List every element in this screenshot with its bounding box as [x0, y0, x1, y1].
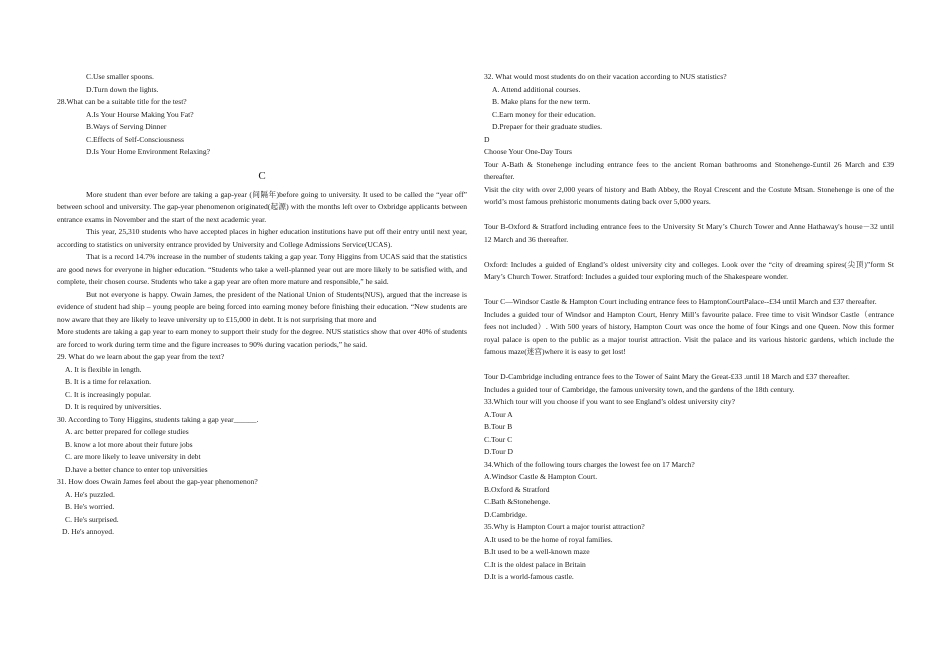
passage-c-paragraph-2: This year, 25,310 students who have accepted places in higher education institutions have put off their entry until next year, according to statistics on university entrance provided by University and College Admissions Service(UCAS). — [57, 227, 467, 249]
tour-b-title: Tour B-Oxford & Stratford including entrance fees to the University St Mary’s Church Tower and Anne Hathaway's house－32 until 12 March and 36 thereafter. — [484, 222, 894, 244]
q35-option-c: C.It is the oldest palace in Britain — [484, 559, 586, 569]
section-letter-c: C — [258, 169, 266, 182]
q32-option-c: C.Earn money for their education. — [492, 109, 596, 119]
q35-option-d: D.It is a world-famous castle. — [484, 572, 574, 581]
right-column — [484, 71, 894, 584]
q30-stem: 30. According to Tony Higgins, students taking a gap year______. — [57, 414, 259, 424]
passage-c-paragraph-1: More student than ever before are taking a gap-year (间隔年)before going to university. It used to be called the “year off” between school and university. The gap-year phenomenon originated(起源) with the months left over to Oxbridge applicants between entrance exams in November and the start of the next academic year. — [57, 189, 467, 224]
q30-option-a: A. arc better prepared for college studies — [65, 427, 189, 436]
tour-a-description: Visit the city with over 2,000 years of history and Bath Abbey, the Royal Crescent and the Costute Mtsan. Stonehenge is one of the world’s most famous prehistoric monuments dating back over 5,000 years. — [484, 184, 894, 206]
spacer — [484, 246, 894, 259]
tour-d-title: Tour D-Cambridge including entrance fees to the Tower of Saint Mary the Great-£33 .until 18 March and £37 thereafter. — [484, 372, 850, 381]
q35-stem: 35.Why is Hampton Court a major tourist attraction? — [484, 522, 645, 531]
q34-option-a: A.Windsor Castle & Hampton Court. — [484, 472, 598, 481]
q27-option-c: C.Use smaller spoons. — [86, 72, 154, 81]
q31-stem: 31. How does Owain James feel about the gap-year phenomenon? — [57, 477, 258, 486]
q29-option-d: D. It is required by universities. — [65, 402, 162, 411]
passage-c-paragraph-3: That is a record 14.7% increase in the number of students taking a gap year. Tony Higgins from UCAS said that the statistics are good news for everyone in higher education. “Students who take a well-planned year out are more likely to be satisfied with, and complete, their chosen course. Students who take a gap year are often more mature and responsible,” he said. — [57, 252, 467, 286]
q28-option-d: D.Is Your Home Environment Relaxing? — [86, 147, 211, 156]
spacer — [484, 284, 894, 297]
q28-option-a: A.Is Your Hourse Making You Fat? — [86, 109, 194, 119]
tour-c-title: Tour C—Windsor Castle & Hampton Court including entrance fees to HamptonCourtPalace--£34 until March and £37 thereafter. — [484, 297, 877, 306]
q30-option-b: B. know a lot more about their future jobs — [65, 439, 193, 449]
q35-option-a: A.It used to be the home of royal families. — [484, 534, 613, 544]
q33-option-b: B.Tour B — [484, 422, 513, 431]
q32-option-d: D.Prepaer for their graduate studies. — [492, 122, 603, 131]
q34-option-c: C.Bath &Stonehenge. — [484, 497, 551, 506]
q28-option-b: B.Ways of Serving Dinner — [86, 122, 167, 131]
tour-d-description: Includes a guided tour of Cambridge, the famous university town, and the gardens of the 18th century. — [484, 384, 795, 394]
q29-option-a: A. It is flexible in length. — [65, 364, 142, 374]
q28-option-c: C.Effects of Self-Consciousness — [86, 134, 184, 144]
q27-option-d: D.Turn down the lights. — [86, 84, 159, 94]
q33-option-d: D.Tour D — [484, 447, 513, 456]
q31-option-d: D. He's annoyed. — [62, 527, 114, 536]
q33-stem: 33.Which tour will you choose if you want to see England’s oldest university city? — [484, 397, 735, 406]
tour-a-title: Tour A-Bath & Stonehenge including entrance fees to the ancient Roman bathrooms and Stonehenge-£until 26 March and £39 thereafter. — [484, 159, 894, 181]
q30-option-d: D.have a better chance to enter top universities — [65, 464, 208, 474]
q29-option-b: B. It is a time for relaxation. — [65, 377, 152, 386]
q32-option-b: B. Make plans for the new term. — [492, 97, 591, 106]
section-letter-d: D — [484, 134, 490, 144]
spacer — [484, 209, 894, 222]
q34-option-b: B.Oxford & Stratford — [484, 484, 550, 494]
q31-option-a: A. He's puzzled. — [65, 489, 115, 499]
q33-option-a: A.Tour A — [484, 409, 513, 419]
passage-c-paragraph-5: More students are taking a gap year to earn money to support their study for the degree. NUS statistics show that over 40% of students are forced to work during term time and the figure increases to 90% during vacation periods,” he said. — [57, 327, 467, 349]
q32-option-a: A. Attend additional courses. — [492, 84, 581, 94]
q33-option-c: C.Tour C — [484, 434, 513, 444]
q28-stem: 28.What can be a suitable title for the test? — [57, 97, 187, 106]
tour-b-description: Oxford: Includes a guided of England’s oldest university city and colleges. Look over the “city of dreaming spires(尖顶)”form St Mary’s Church Tower. Stratford: Includes a guided tour exploring much of the Shakespeare wonder. — [484, 259, 894, 281]
left-column — [57, 71, 467, 539]
tour-c-description: Includes a guided tour of Windsor and Hampton Court, Henry Mill’s favourite palace. Free time to visit Windsor Castle（entrance fees not included）. With 500 years of history, Hampton Court was once the home of four Kings and one Queen. Now this former royal palace is open to the public as a major tourist attraction. Visit the palace and its various historic gardens, which include the famous maze(迷宫)where it is easy to get lost! — [484, 309, 894, 356]
q29-option-c: C. It is increasingly popular. — [65, 389, 152, 399]
spacer — [484, 359, 894, 372]
q29-stem: 29. What do we learn about the gap year from the text? — [57, 352, 225, 361]
q34-option-d: D.Cambridge. — [484, 509, 528, 519]
tours-heading: Choose Your One-Day Tours — [484, 147, 572, 156]
q30-option-c: C. are more likely to leave university in debt — [65, 452, 201, 461]
q31-option-c: C. He's surprised. — [65, 514, 119, 524]
q31-option-b: B. He's worried. — [65, 502, 115, 511]
q32-stem: 32. What would most students do on their vacation according to NUS statistics? — [484, 72, 727, 81]
q34-stem: 34.Which of the following tours charges the lowest fee on 17 March? — [484, 459, 695, 469]
q35-option-b: B.It used to be a well-known maze — [484, 547, 590, 556]
passage-c-paragraph-4: But not everyone is happy. Owain James, the president of the National Union of Students(NUS), argued that the increase is evidence of student had ship – young people are being forced into earning money before finishing their education. “New students are now aware that they are likely to leave university up to £15,000 in debt. It is not surprising that more and — [57, 289, 467, 324]
